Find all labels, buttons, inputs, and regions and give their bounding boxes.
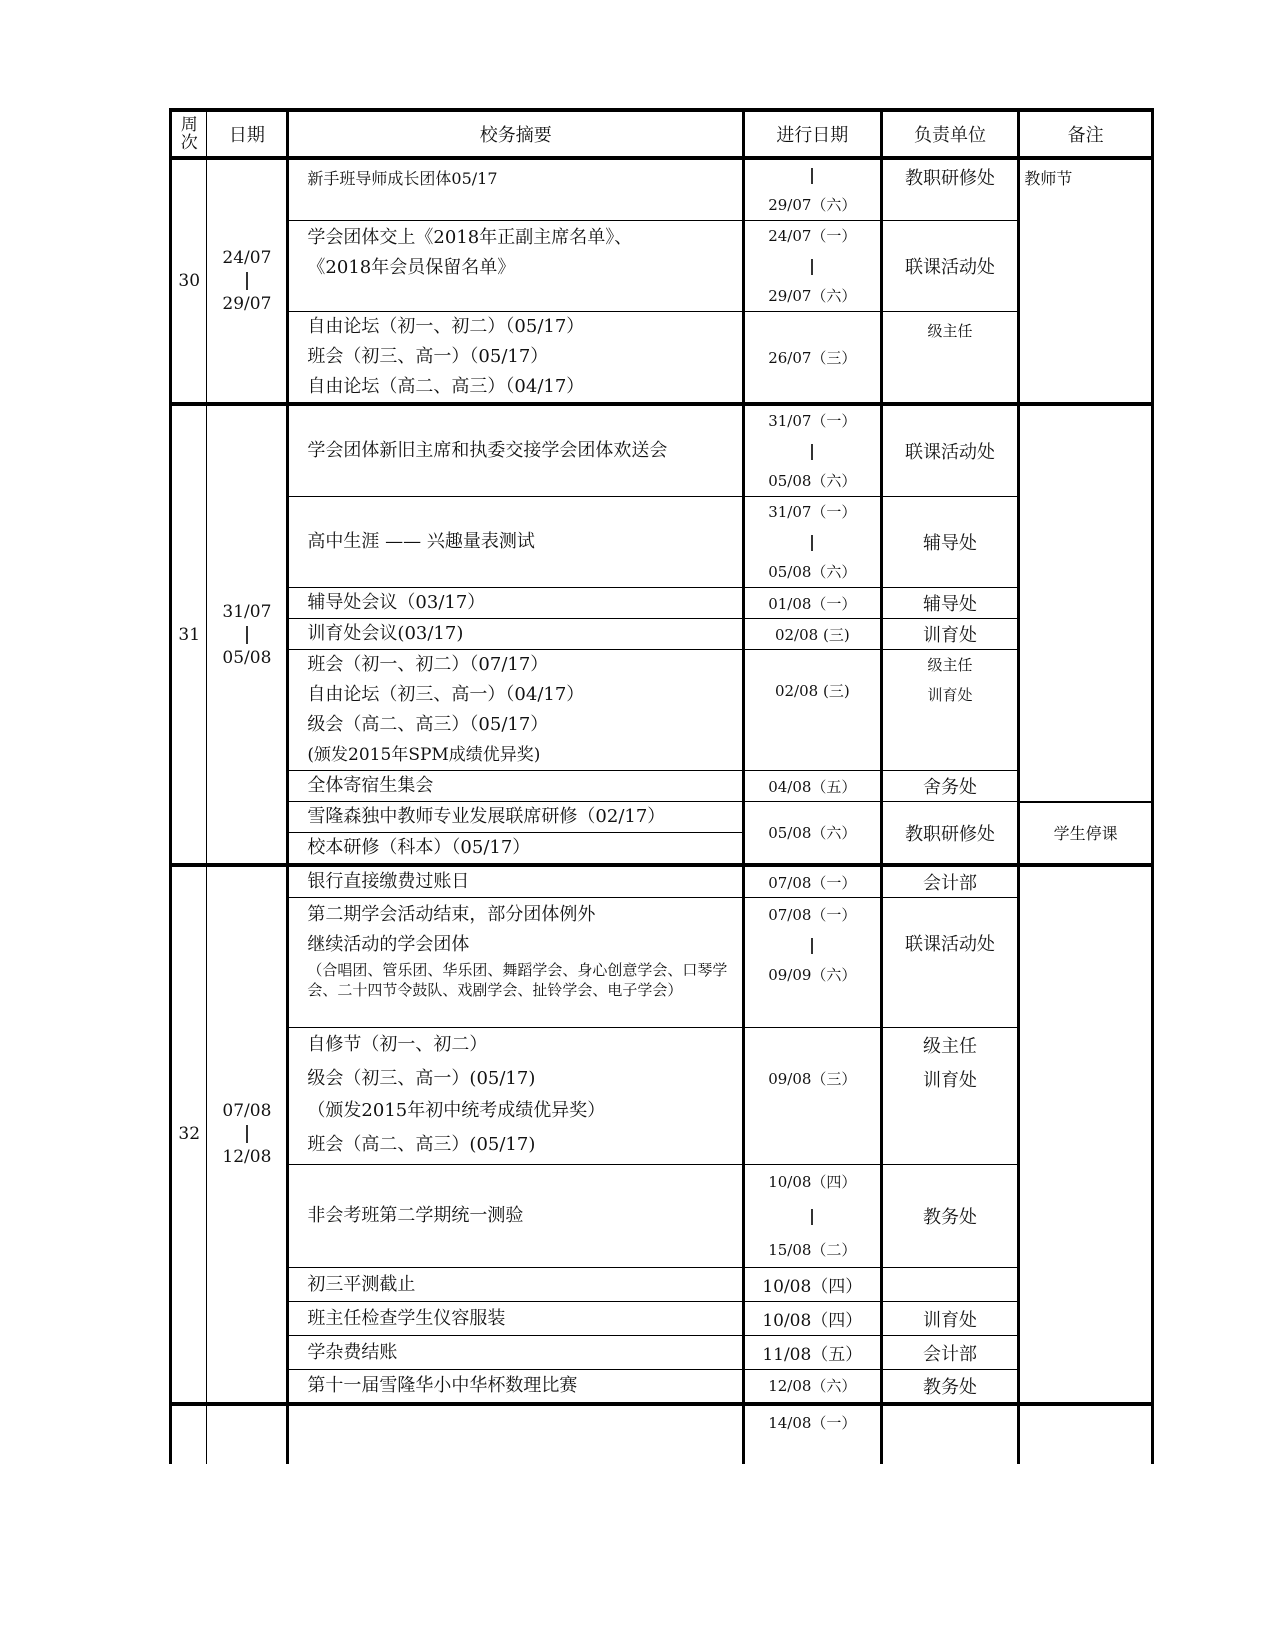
unit-cell: 联课活动处 <box>881 404 1019 497</box>
schedule-page <box>169 108 1154 1492</box>
week-number: 32 <box>171 865 207 1404</box>
period-cell: 07/08（一） 09/09（六） <box>743 898 881 1028</box>
table-row <box>171 771 1153 802</box>
table-row <box>171 898 1153 1028</box>
summary-cell: 班主任检查学生仪容服装 <box>288 1302 744 1336</box>
period-cell: 29/07（六） <box>743 158 881 221</box>
summary-cell: 全体寄宿生集会 <box>288 771 744 802</box>
summary-cell: 训育处会议(03/17) <box>288 619 744 650</box>
period-cell: 07/08（一） <box>743 865 881 898</box>
table-row <box>171 588 1153 619</box>
unit-cell: 级主任 训育处 <box>881 1028 1019 1165</box>
header-period: 进行日期 <box>743 110 881 158</box>
period-cell: 01/08（一） <box>743 588 881 619</box>
summary-cell: 雪隆森独中教师专业发展联席研修（02/17） <box>288 802 744 833</box>
week-date-range: 07/08 12/08 <box>207 865 288 1404</box>
table-row <box>171 497 1153 588</box>
header-unit: 负责单位 <box>881 110 1019 158</box>
period-cell: 10/08（四） 15/08（二） <box>743 1165 881 1268</box>
table-row <box>171 1165 1153 1268</box>
table-row <box>171 802 1153 833</box>
range-bar <box>811 168 813 184</box>
week-date-range: 31/07 05/08 <box>207 404 288 865</box>
unit-cell: 训育处 <box>881 1302 1019 1336</box>
range-bar <box>811 938 813 954</box>
remark-cell <box>1019 865 1153 1404</box>
range-bar <box>811 535 813 551</box>
table-row <box>171 1404 1153 1464</box>
table-row <box>171 1028 1153 1165</box>
period-cell: 10/08（四） <box>743 1302 881 1336</box>
period-cell: 11/08（五） <box>743 1336 881 1370</box>
header-summary: 校务摘要 <box>288 110 744 158</box>
summary-cell: 学会团体交上《2018年正副主席名单》、 《2018年会员保留名单》 <box>288 221 744 312</box>
period-cell: 09/08（三） <box>743 1028 881 1165</box>
summary-cell: 辅导处会议（03/17） <box>288 588 744 619</box>
period-cell: 04/08（五） <box>743 771 881 802</box>
table-row <box>171 650 1153 771</box>
week-date-range <box>207 1404 288 1464</box>
unit-cell: 会计部 <box>881 865 1019 898</box>
period-cell: 31/07（一） 05/08（六） <box>743 404 881 497</box>
table-row <box>171 1336 1153 1370</box>
week-number <box>171 1404 207 1464</box>
table-row <box>171 312 1153 405</box>
school-schedule-table <box>169 108 1154 1464</box>
table-row <box>171 865 1153 898</box>
remark-cell <box>1019 1404 1153 1464</box>
summary-cell <box>288 1404 744 1464</box>
unit-cell: 教务处 <box>881 1165 1019 1268</box>
date-range-bar <box>246 272 248 290</box>
unit-cell <box>881 1268 1019 1302</box>
period-cell: 31/07（一） 05/08（六） <box>743 497 881 588</box>
summary-cell: 银行直接缴费过账日 <box>288 865 744 898</box>
unit-cell: 教职研修处 <box>881 158 1019 221</box>
table-row <box>171 1370 1153 1404</box>
header-remark: 备注 <box>1019 110 1153 158</box>
summary-cell: 自修节（初一、初二） 级会（初三、高一）(05/17) （颁发2015年初中统考成绩优异奖） 班会（高二、高三）(05/17) <box>288 1028 744 1165</box>
unit-cell: 级主任 <box>881 312 1019 405</box>
week-number: 30 <box>171 158 207 404</box>
unit-cell: 舍务处 <box>881 771 1019 802</box>
unit-cell: 辅导处 <box>881 497 1019 588</box>
date-range-bar <box>246 1125 248 1143</box>
unit-cell: 教务处 <box>881 1370 1019 1404</box>
table-row <box>171 158 1153 221</box>
range-bar <box>811 259 813 275</box>
period-cell: 02/08 (三) <box>743 650 881 771</box>
table-row <box>171 404 1153 497</box>
summary-cell: 自由论坛（初一、初二）（05/17） 班会（初三、高一）（05/17） 自由论坛（高二、高三）（04/17） <box>288 312 744 405</box>
unit-cell: 联课活动处 <box>881 898 1019 1028</box>
summary-cell: 第二期学会活动结束，部分团体例外 继续活动的学会团体 （合唱团、管乐团、华乐团、舞蹈学会、身心创意学会、口琴学会、二十四节令鼓队、戏剧学会、扯铃学会、电子学会） <box>288 898 744 1028</box>
summary-cell: 班会（初一、初二）（07/17） 自由论坛（初三、高一）（04/17） 级会（高二、高三）（05/17） (颁发2015年SPM成绩优异奖) <box>288 650 744 771</box>
header-row <box>171 110 1153 158</box>
summary-cell: 校本研修（科本）（05/17） <box>288 833 744 866</box>
summary-cell: 初三平测截止 <box>288 1268 744 1302</box>
summary-cell: 学杂费结账 <box>288 1336 744 1370</box>
summary-cell: 非会考班第二学期统一测验 <box>288 1165 744 1268</box>
unit-cell: 会计部 <box>881 1336 1019 1370</box>
unit-cell: 训育处 <box>881 619 1019 650</box>
date-range-bar <box>246 626 248 644</box>
table-row <box>171 619 1153 650</box>
period-cell: 02/08 (三) <box>743 619 881 650</box>
period-cell: 10/08（四） <box>743 1268 881 1302</box>
summary-cell: 第十一届雪隆华小中华杯数理比赛 <box>288 1370 744 1404</box>
unit-cell: 教职研修处 <box>881 802 1019 866</box>
range-bar <box>811 1209 813 1225</box>
period-cell: 14/08（一） <box>743 1404 881 1464</box>
table-row <box>171 1302 1153 1336</box>
remark-cell <box>1019 404 1153 802</box>
summary-cell: 学会团体新旧主席和执委交接学会团体欢送会 <box>288 404 744 497</box>
period-cell: 12/08（六） <box>743 1370 881 1404</box>
summary-cell: 新手班导师成长团体05/17 <box>288 158 744 221</box>
header-date: 日期 <box>207 110 288 158</box>
header-week: 周次 <box>171 110 207 158</box>
table-row <box>171 1268 1153 1302</box>
period-cell: 26/07（三） <box>743 312 881 405</box>
week-date-range: 24/07 29/07 <box>207 158 288 404</box>
table-row <box>171 221 1153 312</box>
week-number: 31 <box>171 404 207 865</box>
remark-cell: 教师节 <box>1019 158 1153 404</box>
summary-cell: 高中生涯 —— 兴趣量表测试 <box>288 497 744 588</box>
period-cell: 05/08（六） <box>743 802 881 866</box>
remark-cell: 学生停课 <box>1019 802 1153 866</box>
range-bar <box>811 444 813 460</box>
unit-cell: 联课活动处 <box>881 221 1019 312</box>
unit-cell <box>881 1404 1019 1464</box>
unit-cell: 级主任 训育处 <box>881 650 1019 771</box>
period-cell: 24/07（一） 29/07（六） <box>743 221 881 312</box>
unit-cell: 辅导处 <box>881 588 1019 619</box>
